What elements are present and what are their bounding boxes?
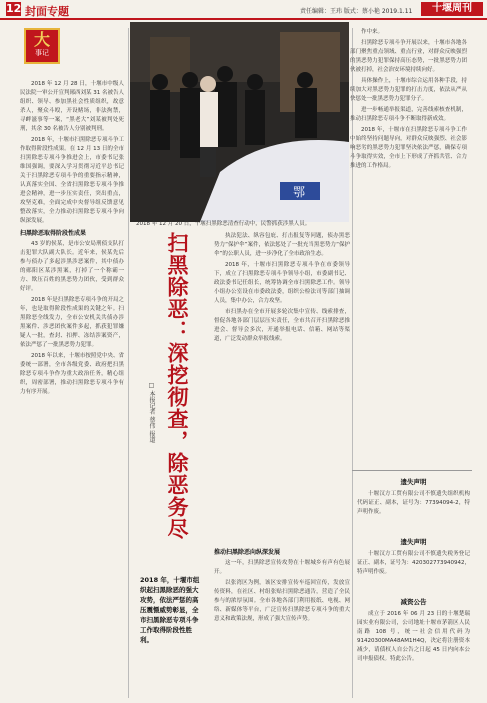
paragraph: 2018 年以来，十堰市按照党中央、省委统一部署，全市各级党委、政府把扫黑除恶专项斗争作为重大政治任务，精心组织，周密部署，推动扫黑除恶专项斗争有力有序开展。 <box>20 353 124 395</box>
article-column-3-lower <box>214 545 350 695</box>
article-byline: □ 本报记者 蔡伟 报道 <box>148 382 155 443</box>
notice-lost-1 <box>357 478 470 517</box>
svg-text:鄂: 鄂 <box>293 185 306 199</box>
notice-title: 减资公告 <box>400 598 427 606</box>
arrest-scene-illustration <box>130 22 349 222</box>
column-divider <box>128 28 129 698</box>
paragraph: 2018 年，十堰市扫黑除恶专项斗争工作取得阶段性成果。在 12 月 13 日的全市扫黑除恶专项斗争推进会上，市委书记张维国强调，要深入学习贯彻习近平总书记关于扫黑除恶专项斗争的重要指示精神，认真落实全国、全省扫黑除恶专项斗争推进会精神，进一步压实责任，突出重点，攻坚克难，全面完成中央督导组反馈意见整改落实，全力推动扫黑除恶专项斗争向纵深发展。 <box>20 137 124 224</box>
header-rule <box>0 18 487 20</box>
publication-brand: 十堰周刊 <box>421 2 483 16</box>
notice-divider <box>352 470 472 471</box>
news-photo <box>130 22 349 222</box>
page-number: 12 <box>6 2 22 15</box>
editor-meta: 责任编辑：王玮 版式：蔡小艳 2019.1.11 <box>300 8 413 15</box>
paragraph: 进一步畅通举报渠道，完善线索核查机制，推动扫黑除恶专项斗争不断取得新成效。 <box>350 107 467 122</box>
notice-lost-2 <box>357 538 470 577</box>
badge-small-text: 事记 <box>35 49 49 57</box>
photo-caption: 2018 年 12 月 20 日，十堰扫黑除恶清查行动中，民警抓获涉黑人员。 <box>136 221 311 227</box>
title-block <box>137 232 207 542</box>
article-column-3 <box>214 232 350 532</box>
notice-text: 十堰汉方工贸有限公司不慎遗失组织机构代码证正、副本，证号为：77394094-2，特声明作废。 <box>357 491 470 515</box>
article-column-1 <box>20 80 124 690</box>
notice-text: 十堰汉方工贸有限公司不慎遗失税务登记证正、副本，证号为：420302773940942，特声明作废。 <box>357 551 470 575</box>
paragraph: 2018 年是扫黑除恶专项斗争的开局之年，也是取得阶段性成果的关键之年。扫黑除恶全线发力，全市公安机关共侦办涉黑案件、涉恶团伙案件多起，抓获犯罪嫌疑人一批，查封、扣押、冻结涉案资产，依法严惩了一批黑恶势力犯罪。 <box>20 297 124 348</box>
notice-title: 遗失声明 <box>400 538 427 546</box>
article-column-4 <box>350 28 467 463</box>
paragraph: 以张湾区为例，该区安排宣传车巡回宣传，发放宣传资料，在社区、村组张贴扫黑除恶通告，营造了全民参与的浓厚氛围。全市各地各部门利用报纸、电视、网络、新媒体等平台，广泛宣传扫黑除恶专项斗争的重大意义和政策法规，形成了强大宣传声势。 <box>214 580 350 622</box>
notice-text: 成立于 2016 年 06 月 23 日的十堰楚瑞园实业有限公司，公司地址十堰市茅箭区人民南路 108 号，统一社会信用代码为 91420300MA48AM1H4Q，决定将注册资本减少，请债权人自公告之日起 45 日内向本公司申报债权。特此公告。 <box>357 611 470 662</box>
paragraph: 2018 年，十堰市在扫黑除恶专项斗争工作中始终坚持问题导向，对群众反映强烈、社会影响恶劣的黑恶势力犯罪坚决依法严惩，确保专项斗争取得实效，全市上下形成了齐抓共管、合力推进的工作格局。 <box>350 127 467 169</box>
notice-capital-reduction <box>357 598 470 664</box>
events-badge <box>24 28 60 64</box>
article-title: 扫黑除恶：深挖彻查，除恶务尽 <box>165 232 190 540</box>
section-heading: 扫黑除恶取得阶段性成果 <box>20 230 87 237</box>
paragraph: 作中来。 <box>361 29 384 35</box>
notice-title: 遗失声明 <box>400 478 427 486</box>
section-body <box>214 559 350 624</box>
badge-big-char: 大 <box>33 30 50 49</box>
section-heading: 推动扫黑除恶向纵深发展 <box>214 549 281 556</box>
paragraph: 扫黑除恶专项斗争开展以来，十堰市各地各部门聚焦重点领域、重点行业，对群众反映强烈的黑恶势力犯罪保持高压态势，一批黑恶势力团伙被打掉，社会治安环境持续向好。 <box>350 40 467 73</box>
paragraph: 43 岁的侯某，是市公安局刑侦支队打击犯罪大队副大队长。近年来，侯某先后参与侦办了多起涉黑涉恶案件，其中侦办的郧阳区某涉黑案，打掉了一个称霸一方、欺压百姓的黑恶势力团伙，受到群众好评。 <box>20 241 124 292</box>
paragraph: 市扫黑办在全市开展多轮次集中宣传、线索排查，督促各地各部门层层压实责任，全市共召开扫黑除恶推进会、督导会多次，开通举报电话、信箱、网站等渠道，广泛发动群众举报线索。 <box>214 309 350 342</box>
article-summary: 2018 年，十堰市组织起扫黑除恶的强大攻势，依法严惩的高压震慑威势彰显，全市扫黑除恶专项斗争工作取得阶段性胜利。 <box>140 576 200 644</box>
paragraph: 2018 年 12 月 28 日，十堰市中级人民法院一审公开宣判郧西刘某 31 名被告人组织、领导、参加黑社会性质组织，故意杀人，聚众斗殴，开设赌场，非法拘禁，寻衅滋事等一案，“黑老大”刘某被判处死刑，其余 30 名被告人分别被判刑。 <box>20 81 124 132</box>
section-title: 封面专题 <box>25 5 69 18</box>
paragraph: 具体操作上，十堰市综合运用各种手段，持续加大对黑恶势力犯罪的打击力度，依法从严从快惩处一批黑恶势力犯罪分子。 <box>350 78 467 102</box>
paragraph: 这一年，扫黑除恶宣传攻势在十堰城乡有声有色展开。 <box>214 560 350 575</box>
paragraph: 2018 年，十堰市扫黑除恶专项斗争在市委领导下，成立了扫黑除恶专项斗争领导小组，市委副书记、政法委书记任组长，统筹协调全市扫黑除恶工作。领导小组办公室设在市委政法委，组织公检法司等部门抽调人员，集中办公，合力攻坚。 <box>214 262 350 304</box>
paragraph: 执法犯法、纵容包庇、打击报复等问题，侦办黑恶势力“保护伞”案件，依法惩处了一批充当黑恶势力“保护伞”的公职人员，进一步净化了全市政治生态。 <box>214 233 350 257</box>
